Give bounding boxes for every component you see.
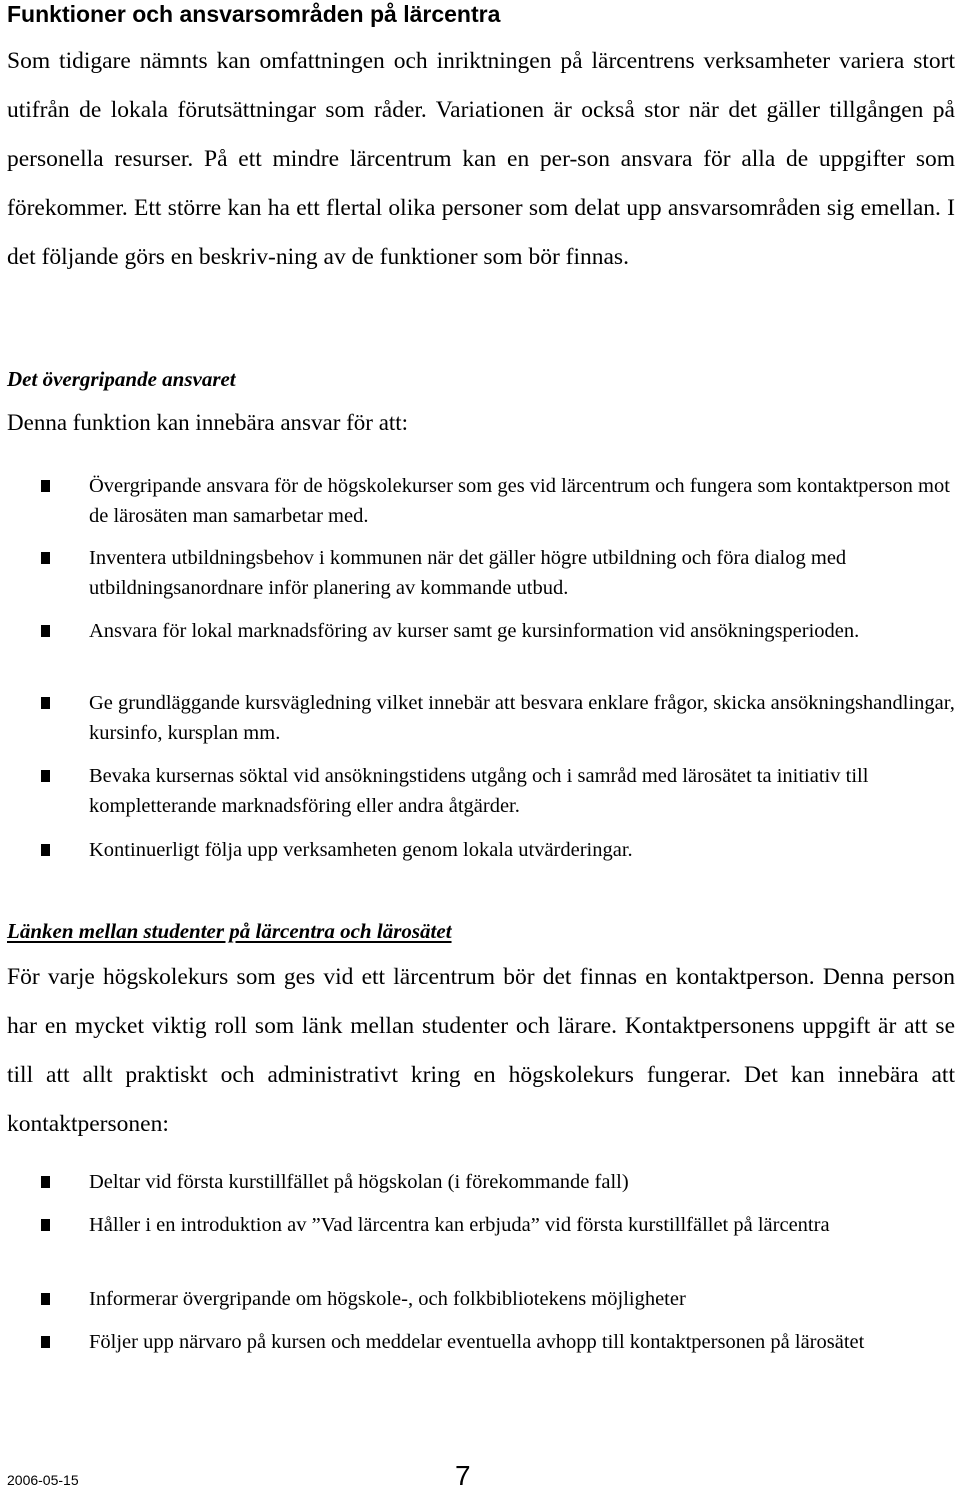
list-item-text: Ansvara för lokal marknadsföring av kurser samt ge kursinformation vid ansökningsperioden. (89, 620, 860, 642)
list-item-text: Håller i en introduktion av ”Vad lärcentra kan erbjuda” vid första kurstillfället på lärcentra (89, 1214, 830, 1236)
list-item-text: Övergripande ansvara för de högskolekurser som ges vid lärcentrum och fungera som kontaktperson mot de lärosäten man samarbetar med. (89, 475, 950, 527)
responsibility-intro: Denna funktion kan innebära ansvar för att: (7, 410, 409, 435)
page-number: 7 (455, 1460, 471, 1491)
square-bullet-icon (41, 1219, 50, 1231)
section-heading-functions: Funktioner och ansvarsområden på lärcentra (7, 1, 501, 27)
list-item-text: Informerar övergripande om högskole-, och folkbibliotekens möjligheter (89, 1288, 686, 1310)
list-item-text: Inventera utbildningsbehov i kommunen när det gäller högre utbildning och föra dialog med utbildningsanordnare inför planering av kommande utbud. (89, 547, 847, 599)
subheading-link-students: Länken mellan studenter på lärcentra och lärosätet (7, 919, 452, 943)
intro-paragraph: Som tidigare nämnts kan omfattningen och inriktningen på lärcentrens verksamheter variera stort utifrån de lokala förutsättningar som råder. Variationen är också stor när det gäller tillgången på personella resurser. På ett mindre lärcentrum kan en per-son ansvara för alla de uppgifter som förekommer. Ett större kan ha ett flertal olika personer som delat upp ansvarsområden sig emellan. I det följande görs en beskriv-ning av de funktioner som bör finnas. (7, 48, 955, 270)
square-bullet-icon (41, 844, 50, 856)
list-item-text: Ge grundläggande kursvägledning vilket innebär att besvara enklare frågor, skicka ansökningshandlingar, kursinfo, kursplan mm. (89, 692, 955, 744)
subheading-overall-responsibility: Det övergripande ansvaret (7, 367, 236, 391)
square-bullet-icon (41, 1176, 50, 1188)
square-bullet-icon (41, 1293, 50, 1305)
square-bullet-icon (41, 552, 50, 564)
list-item-text: Bevaka kursernas söktal vid ansökningstidens utgång och i samråd med lärosätet ta initiativ till kompletterande marknadsföring eller andra åtgärder. (89, 765, 869, 817)
square-bullet-icon (41, 480, 50, 492)
list-item-text: Deltar vid första kurstillfället på högskolan (i förekommande fall) (89, 1171, 629, 1193)
list-item-text: Kontinuerligt följa upp verksamheten genom lokala utvärderingar. (89, 839, 633, 861)
square-bullet-icon (41, 625, 50, 637)
square-bullet-icon (41, 770, 50, 782)
contact-person-paragraph: För varje högskolekurs som ges vid ett lärcentrum bör det finnas en kontaktperson. Denna person har en mycket viktig roll som länk mellan studenter och lärare. Kontaktpersonens uppgift är att se till att allt praktiskt och administrativt kring en högskolekurs fungerar. Det kan innebära att kontaktpersonen: (7, 964, 955, 1137)
square-bullet-icon (41, 1336, 50, 1348)
square-bullet-icon (41, 697, 50, 709)
list-item-text: Följer upp närvaro på kursen och meddelar eventuella avhopp till kontaktpersonen på lärosätet (89, 1331, 865, 1353)
footer-date: 2006-05-15 (7, 1472, 79, 1488)
